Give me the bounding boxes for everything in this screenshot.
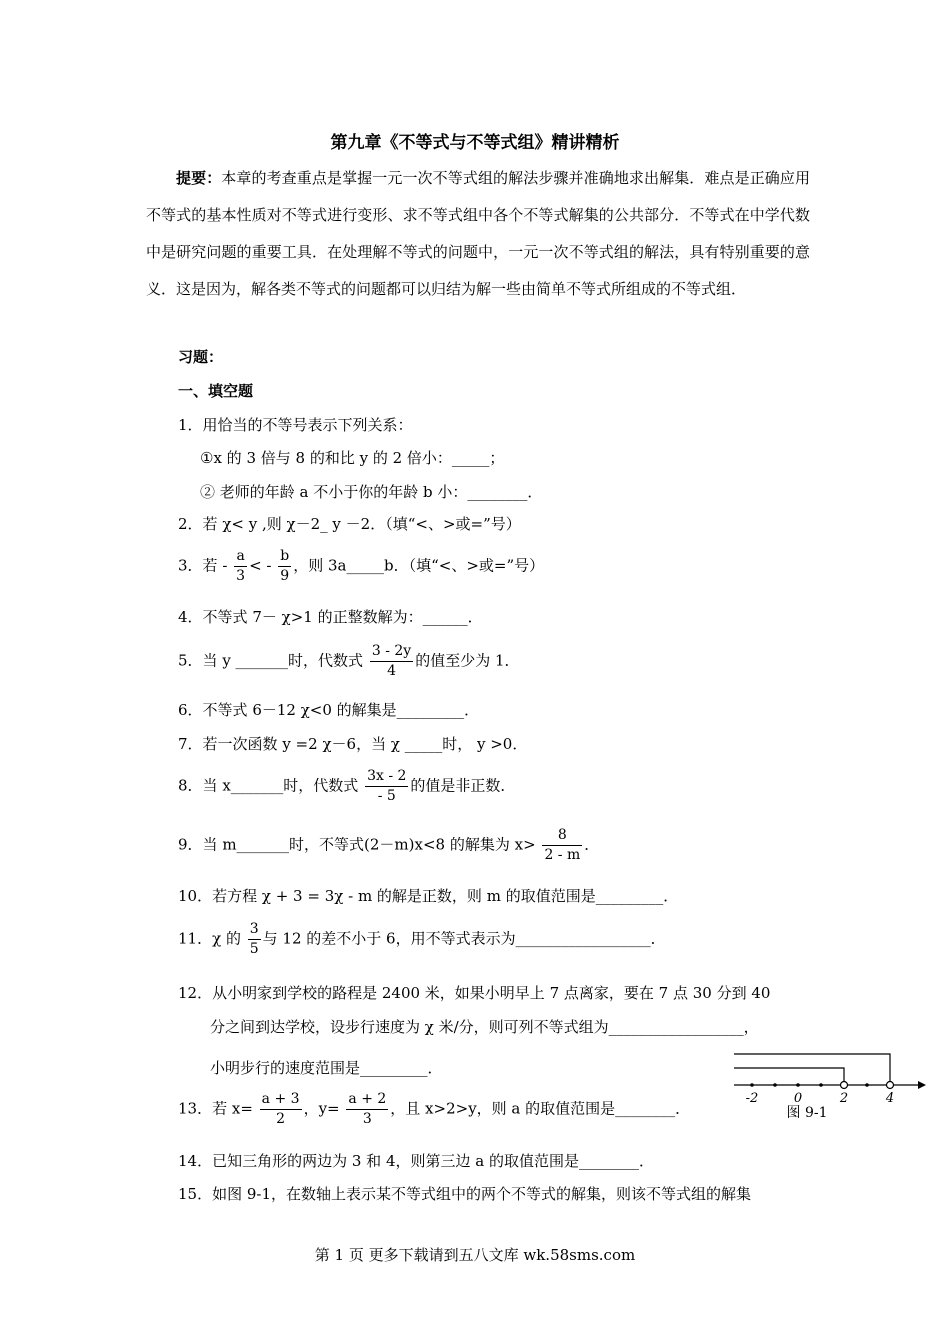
q-text: 已知三角形的两边为 3 和 4，则第三边 a 的取值范围是________． (212, 1152, 654, 1170)
q-number: 11． (178, 929, 213, 948)
q-number: 13． (178, 1099, 213, 1118)
q-number: 6． (178, 701, 203, 719)
fraction-expression (365, 767, 408, 806)
intro-text: 本章的考查重点是掌握一元一次不等式组的解法步骤并准确地求出解集．难点是正确应用不等式的基本性质对不等式进行变形、求不等式组中各个不等式解集的公共部分．不等式在中学代数中是研究问题的重要工具．在处理解不等式的问题中，一元一次不等式组的解法，具有特别重要的意义．这是因为，解各类不等式的问题都可以归结为解一些由简单不等式所组成的不等式组． (146, 169, 810, 298)
q-post: ，且 x>2>y，则 a 的取值范围是________． (390, 1099, 691, 1118)
frac-den: 4 (387, 663, 396, 679)
intro-label: 提要： (176, 169, 222, 187)
tick-dot (865, 1083, 869, 1087)
frac-num: a + 2 (346, 1090, 388, 1110)
q-post: 与 12 的差不小于 6，用不等式表示为__________________． (262, 929, 666, 948)
question-3 (178, 547, 544, 586)
q-pre: χ 的 (212, 929, 241, 948)
q-number: 10． (178, 887, 213, 905)
question-2 (178, 513, 521, 534)
question-5 (178, 642, 520, 681)
q-pre: 当 m_______时，不等式(2－m)x<8 的解集为 x> (202, 835, 536, 854)
question-6 (178, 699, 479, 720)
page-title: 第九章《不等式与不等式组》精讲精析 (330, 133, 620, 153)
frac-num: 8 (542, 826, 582, 846)
q-number: 12． (178, 984, 213, 1002)
intro-paragraph (146, 160, 810, 308)
q-number: 3． (178, 556, 203, 575)
frac-den: 2 - m (544, 847, 581, 863)
q-mid: < - (249, 556, 272, 575)
frac-den: 2 (276, 1111, 286, 1127)
q-pre: 当 x_______时，代数式 (202, 776, 359, 795)
question-12 (178, 982, 770, 1003)
fraction-y (346, 1090, 388, 1129)
q-number: 5． (178, 651, 203, 670)
question-10 (178, 885, 678, 906)
question-1 (178, 414, 413, 435)
q-number: 4． (178, 608, 203, 626)
section-fill-blank: 一、填空题 (178, 382, 254, 400)
fraction-expression (370, 642, 413, 681)
tick-label: 2 (839, 1091, 849, 1106)
q-text: 用恰当的不等号表示下列关系： (202, 416, 413, 434)
fraction-expression (542, 826, 582, 865)
frac-num: 3 (248, 920, 261, 940)
q-text: 若 χ< y ,则 χ－2_ y －2．（填“<、>或=”号） (202, 515, 521, 533)
figure-caption: 图 9-1 (786, 1105, 828, 1121)
solution-bracket-upper (734, 1054, 890, 1085)
q-post: ，则 3a_____b．（填“<、>或=”号） (293, 556, 545, 575)
q-number: 9． (178, 835, 203, 854)
q-number: 7． (178, 735, 203, 753)
question-12-line3: 小明步行的速度范围是_________． (210, 1059, 443, 1077)
frac-num: b (278, 547, 291, 567)
q-post: 的值至少为 1． (415, 651, 520, 670)
question-15 (178, 1183, 751, 1204)
q-text: 不等式 7－ χ>1 的正整数解为：______． (202, 608, 483, 626)
q-text: 若方程 χ + 3 = 3χ - m 的解是正数，则 m 的取值范围是_________． (212, 887, 679, 905)
frac-num: 3x - 2 (365, 767, 408, 787)
tick-label: 4 (885, 1091, 895, 1106)
frac-num: a (234, 547, 247, 567)
question-1b: ② 老师的年龄 a 不小于你的年龄 b 小：________． (200, 483, 543, 501)
figure-9-1 (730, 1045, 930, 1129)
open-endpoint (841, 1082, 848, 1089)
tick-dot (773, 1083, 777, 1087)
question-12-line2: 分之间到达学校，设步行速度为 χ 米/分，则可列不等式组为__________________， (210, 1018, 759, 1036)
fraction-x (260, 1090, 302, 1129)
fraction-3-over-5 (248, 920, 261, 959)
frac-den: 5 (249, 941, 259, 957)
frac-den: - 5 (377, 788, 396, 804)
question-9 (178, 826, 599, 865)
q-number: 2． (178, 515, 203, 533)
fraction-a-over-3 (234, 547, 247, 586)
q-number: 15． (178, 1185, 213, 1203)
tick-dot (750, 1083, 754, 1087)
tick-label: 0 (793, 1091, 803, 1106)
question-11 (178, 920, 666, 959)
tick-label: -2 (745, 1091, 759, 1106)
q-post: ． (584, 835, 600, 854)
q-pre: 当 y _______时，代数式 (202, 651, 364, 670)
question-4 (178, 606, 483, 627)
question-13 (178, 1090, 690, 1129)
question-1a: ①x 的 3 倍与 8 的和比 y 的 2 倍小：_____； (200, 449, 505, 467)
exercises-label: 习题： (178, 348, 224, 366)
q-mid: ，y= (303, 1099, 340, 1118)
q-text: 若一次函数 y =2 χ－6，当 χ _____时， y >0． (202, 735, 528, 753)
solution-bracket-lower (734, 1068, 844, 1085)
q-pre: 若 x= (212, 1099, 253, 1118)
question-7 (178, 733, 527, 754)
question-14 (178, 1150, 654, 1171)
q-number: 8． (178, 776, 203, 795)
frac-den: 3 (362, 1111, 372, 1127)
page-footer: 第 1 页 更多下载请到五八文库 wk.58sms.com (314, 1246, 636, 1264)
axis-arrow-icon (918, 1081, 926, 1089)
fraction-b-over-9 (278, 547, 291, 586)
frac-den: 3 (236, 568, 246, 584)
q-pre: 若 - (202, 556, 228, 575)
question-8 (178, 767, 515, 806)
number-line-diagram (730, 1045, 930, 1125)
tick-dot (796, 1083, 800, 1087)
frac-num: 3 - 2y (370, 642, 413, 662)
q-number: 1． (178, 416, 203, 434)
tick-dot (819, 1083, 823, 1087)
q-post: 的值是非正数． (410, 776, 516, 795)
q-text: 不等式 6－12 χ<0 的解集是_________． (202, 701, 480, 719)
open-endpoint (887, 1082, 894, 1089)
q-text: 如图 9-1，在数轴上表示某不等式组中的两个不等式的解集，则该不等式组的解集 (212, 1185, 752, 1203)
q-number: 14． (178, 1152, 213, 1170)
q-text-line1: 从小明家到学校的路程是 2400 米，如果小明早上 7 点离家，要在 7 点 30 分到 40 (212, 984, 771, 1002)
frac-num: a + 3 (260, 1090, 302, 1110)
frac-den: 9 (280, 568, 290, 584)
